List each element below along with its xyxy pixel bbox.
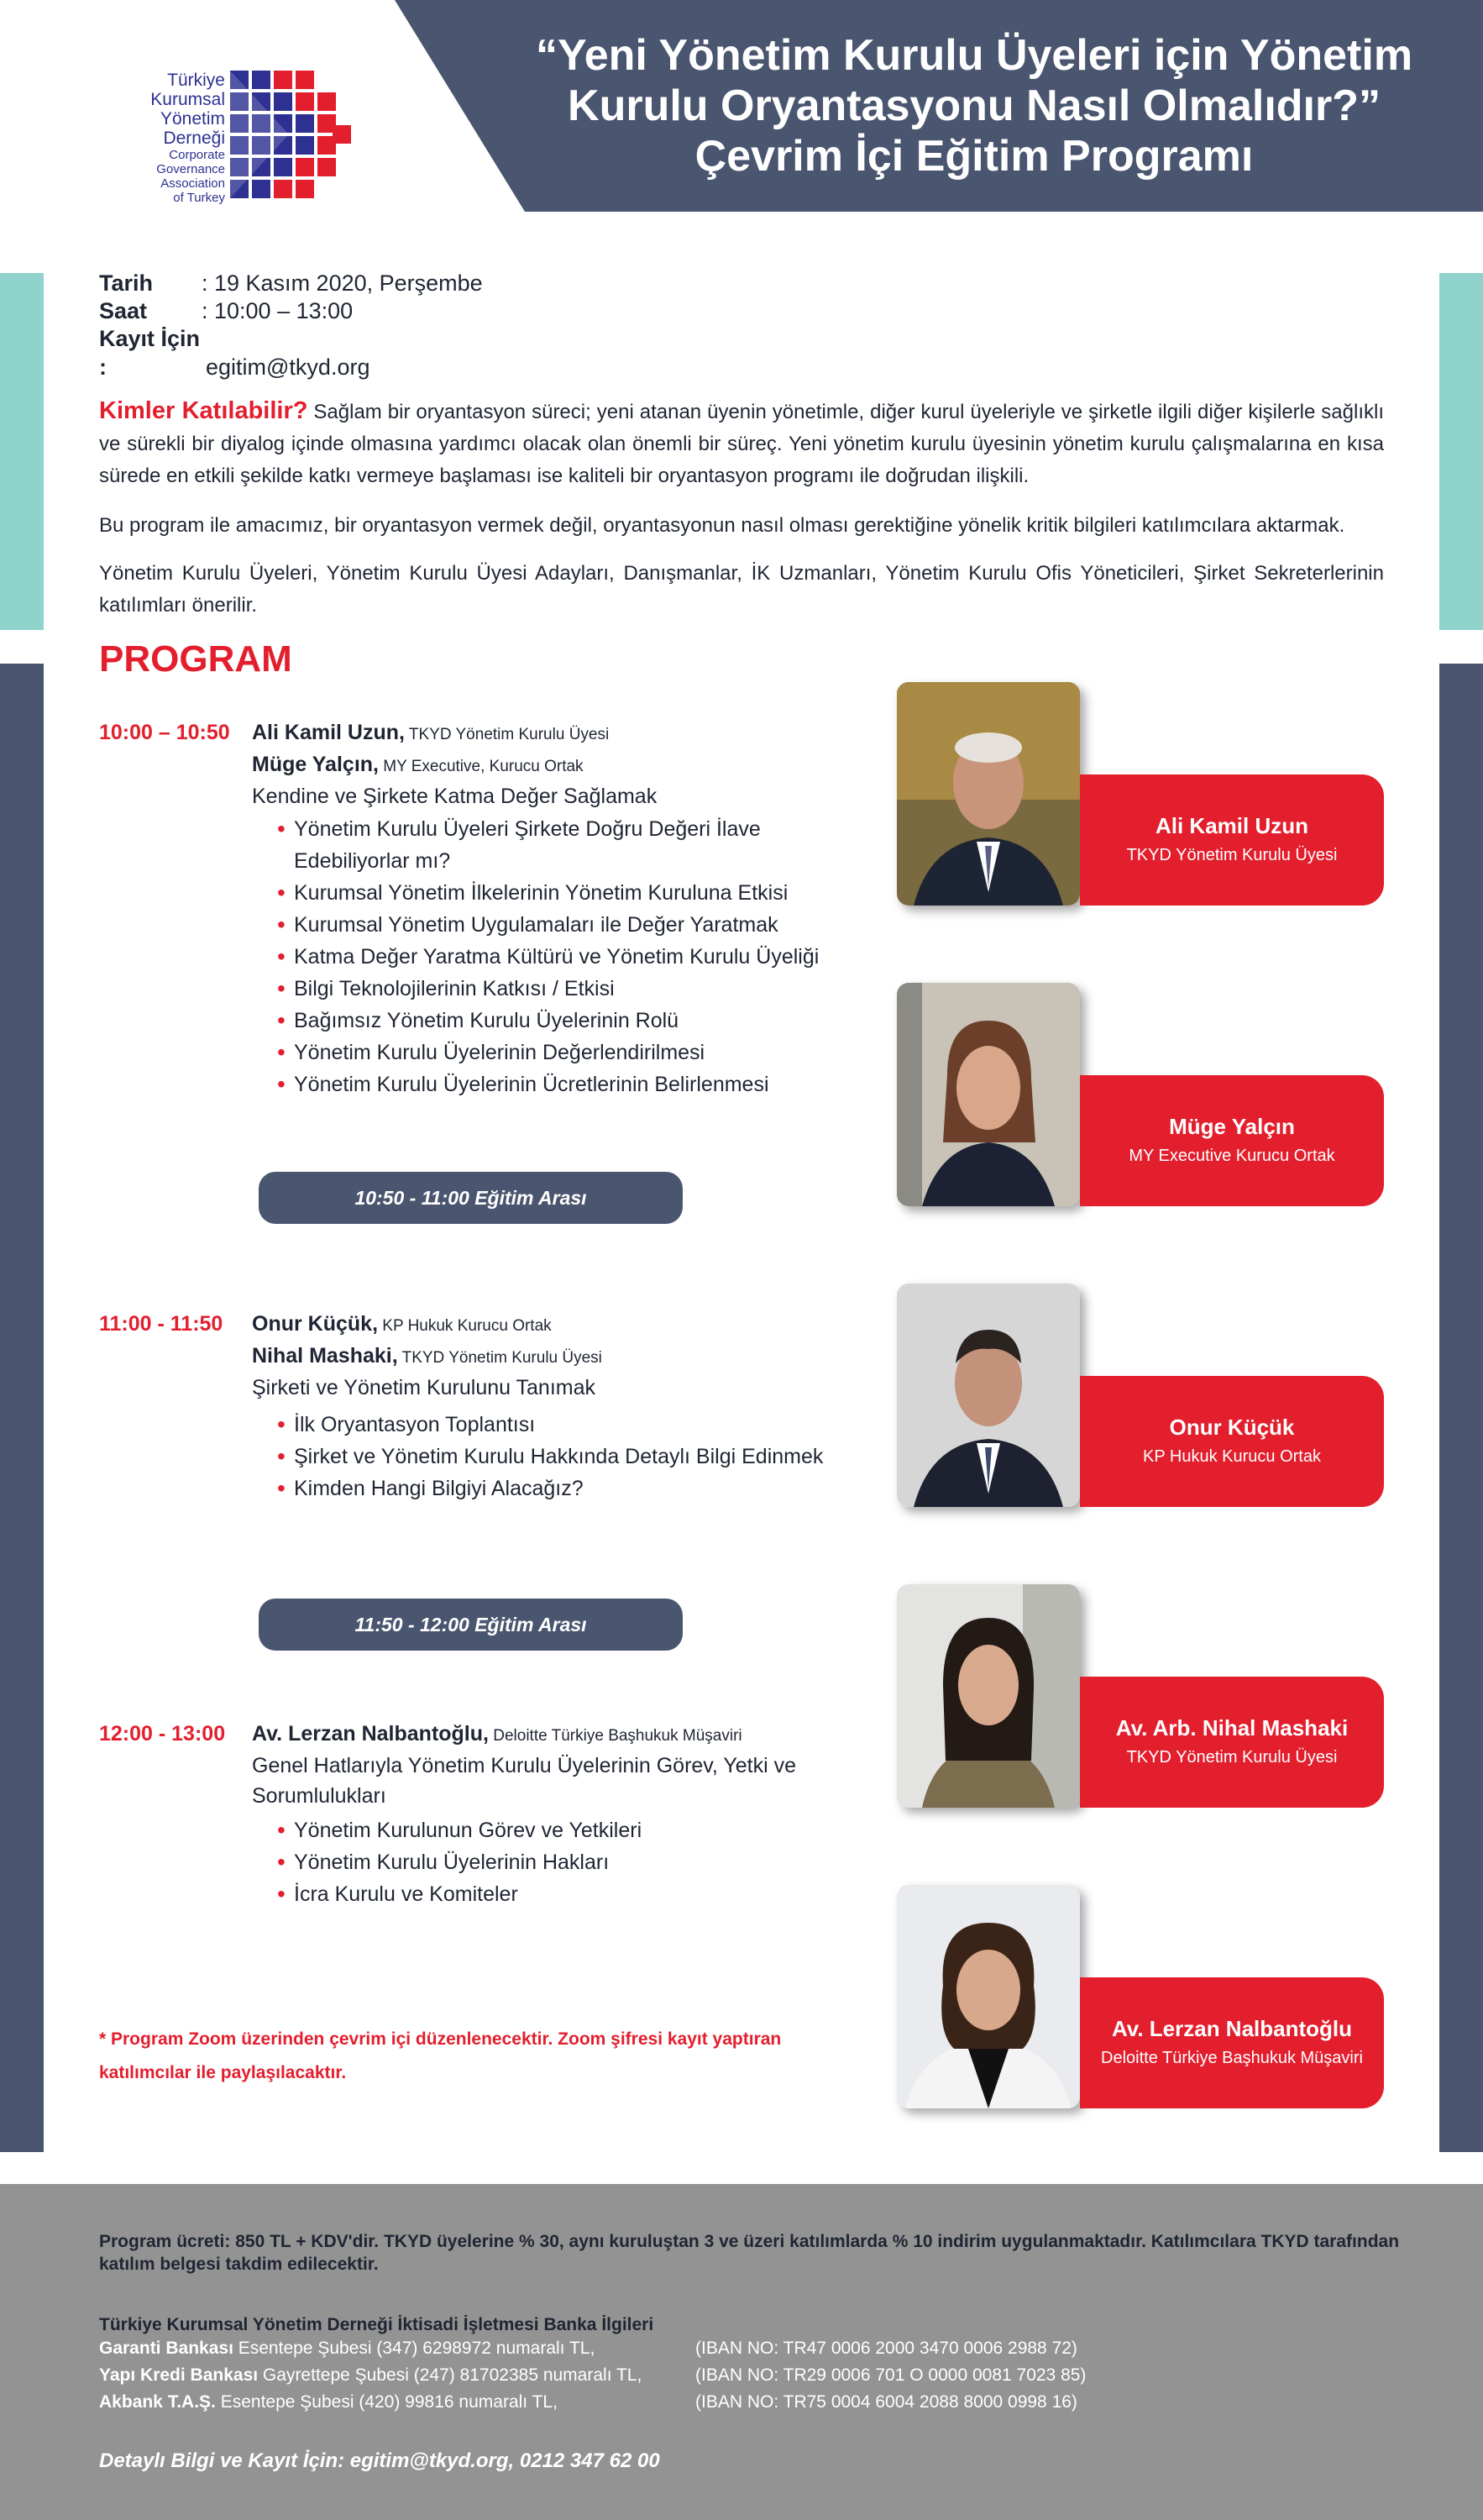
logo-line-en: Governance [156,162,225,176]
session-2-topic: Şirketi ve Yönetim Kurulunu Tanımak [252,1376,596,1399]
session-2-speaker-2 [252,1341,857,1373]
logo-line-en: of Turkey [173,191,225,205]
speaker-photo [897,1885,1080,2108]
title-line-3: Çevrim İçi Eğitim Programı [694,132,1254,181]
speaker-label [1080,1075,1384,1206]
side-bar-navy-right [1439,664,1483,2152]
intro-paragraph-2: Bu program ile amacımız, bir oryantasyon vermek değil, oryantasyonun nasıl olması gerektiğine yönelik kritik bilgileri katılımcılara aktarmak. [99,514,1345,537]
session-3-time: 12:00 - 13:00 [99,1722,226,1746]
bank-row [99,2389,558,2416]
speaker-card-name: Ali Kamil Uzun [1155,813,1308,838]
who-label: Kimler Katılabilir? [99,397,308,424]
list-item: • Kurumsal Yönetim Uygulamaları ile Değer Yaratmak [277,909,857,941]
list-item: • İcra Kurulu ve Komiteler [277,1878,857,1910]
bank-branch: Esentepe Şubesi (420) 99816 numaralı TL, [215,2392,558,2412]
session-2-speaker-1 [252,1309,857,1341]
registration-label: Kayıt İçin : [99,326,201,380]
date-label: Tarih [99,270,154,296]
speaker-photo [897,682,1080,906]
page-title [504,30,1444,181]
bank-row [99,2362,642,2389]
bank-name: Akbank T.A.Ş. [99,2392,216,2412]
bank-row [99,2335,595,2362]
info-date [99,269,603,297]
break-pill-1: 10:50 - 11:00 Eğitim Arası [259,1172,683,1224]
bank-branch: Esentepe Şubesi (347) 6298972 numaralı TL, [233,2339,595,2358]
speaker-card-role: MY Executive Kurucu Ortak [1129,1147,1335,1165]
logo-line: Derneği [163,129,225,148]
side-bar-teal-left [0,273,44,630]
speaker-card-role: TKYD Yönetim Kurulu Üyesi [1126,846,1338,864]
speaker-card-role: Deloitte Türkiye Başhukuk Müşaviri [1101,2049,1363,2067]
session-1-topic: Kendine ve Şirkete Katma Değer Sağlamak [252,785,658,808]
registration-email[interactable]: egitim@tkyd.org [206,354,370,380]
speaker-role: TKYD Yönetim Kurulu Üyesi [397,1349,602,1367]
list-item: • Yönetim Kurulunun Görev ve Yetkileri [277,1814,857,1846]
intro-paragraph-3: Yönetim Kurulu Üyeleri, Yönetim Kurulu Üyesi Adayları, Danışmanlar, İK Uzmanları, Yönetim Kurulu Ofis Yöneticileri, Şirket Sekreterlerinin katılımları önerilir. [99,562,1384,617]
bank-iban: (IBAN NO: TR75 0004 6004 2088 8000 0998 16) [695,2392,1077,2412]
logo-line-en: Association [160,176,225,191]
bank-name: Yapı Kredi Bankası [99,2365,259,2385]
bank-name: Garanti Bankası [99,2339,233,2358]
logo-grid-icon [230,71,351,208]
info-time [99,297,603,325]
logo-text [126,71,225,205]
list-item: • İlk Oryantasyon Toplantısı [277,1409,857,1441]
date-value: : 19 Kasım 2020, Perşembe [202,270,483,296]
session-2-bullets [277,1409,857,1504]
speaker-name: Müge Yalçın, [252,753,379,776]
list-item: • Yönetim Kurulu Üyelerinin Değerlendirilmesi [277,1037,857,1068]
bank-iban: (IBAN NO: TR29 0006 701 O 0000 0081 7023 85) [695,2365,1087,2385]
speaker-card-name: Müge Yalçın [1169,1114,1295,1139]
speaker-name: Nihal Mashaki, [252,1344,398,1368]
speaker-label [1080,1376,1384,1507]
logo-line: Kurumsal [150,90,225,109]
speaker-role: KP Hukuk Kurucu Ortak [378,1317,552,1335]
intro-text-1: Sağlam bir oryantasyon süreci; yeni atanan üyenin yönetimle, diğer kurul üyeleriyle ve şirketle ilgili diğer kişilerle sağlıklı ve sürekli bir diyalog içinde olmasına yardımcı olacak olan önemli bir süreç. Yeni yönetim kurulu üyesinin yönetim kurulu çalışmalarına en kısa sürede en etkili şekilde katkı vermeye başlaması ise kaliteli bir oryantasyon programı ile doğrudan ilişkili. [99,401,1385,487]
list-item: • Katma Değer Yaratma Kültürü ve Yönetim Kurulu Üyeliği [277,941,857,973]
speaker-photo [897,983,1080,1206]
info-registration [99,324,603,381]
program-heading: PROGRAM [99,638,292,680]
logo-line: Türkiye [167,71,225,90]
list-item: • Yönetim Kurulu Üyeleri Şirkete Doğru Değeri İlave Edebiliyorlar mı? [277,813,857,877]
speaker-role: TKYD Yönetim Kurulu Üyesi [404,726,610,743]
bank-iban: (IBAN NO: TR47 0006 2000 3470 0006 2988 72) [695,2339,1077,2358]
session-3-topic: Genel Hatlarıyla Yönetim Kurulu Üyelerinin Görev, Yetki ve Sorumlulukları [252,1754,797,1808]
session-3-speaker-1 [252,1719,857,1751]
speaker-label [1080,1677,1384,1808]
list-item: • Şirket ve Yönetim Kurulu Hakkında Detaylı Bilgi Edinmek [277,1441,857,1473]
speaker-label [1080,1977,1384,2108]
session-1-speaker-2 [252,749,857,782]
intro-paragraph-1 [99,395,1384,492]
session-1-speaker-1 [252,717,857,750]
list-item: • Kimden Hangi Bilgiyi Alacağız? [277,1473,857,1504]
side-bar-navy-left [0,664,44,2152]
list-item: • Bağımsız Yönetim Kurulu Üyelerinin Rolü [277,1005,857,1037]
logo-line: Yönetim [160,109,225,129]
speaker-photo [897,1284,1080,1507]
time-value: : 10:00 – 13:00 [202,298,354,323]
bank-branch: Gayrettepe Şubesi (247) 81702385 numaralı TL, [258,2365,642,2385]
zoom-note: * Program Zoom üzerinden çevrim içi düzenlenecektir. Zoom şifresi kayıt yaptıran katılımcılar ile paylaşılacaktır. [99,2029,782,2082]
title-line-1: “Yeni Yönetim Kurulu Üyeleri için Yönetim [535,31,1413,80]
bank-heading: Türkiye Kurumsal Yönetim Derneği İktisadi İşletmesi Banka İlgileri [99,2315,654,2334]
speaker-card-name: Av. Arb. Nihal Mashaki [1115,1715,1349,1740]
contact-line[interactable]: Detaylı Bilgi ve Kayıt İçin: egitim@tkyd.org, 0212 347 62 00 [99,2449,660,2472]
speaker-name: Ali Kamil Uzun, [252,721,405,744]
speaker-card-role: TKYD Yönetim Kurulu Üyesi [1126,1748,1338,1767]
time-label: Saat [99,298,148,323]
speaker-name: Onur Küçük, [252,1312,379,1336]
side-bar-teal-right [1439,273,1483,630]
list-item: • Kurumsal Yönetim İlkelerinin Yönetim Kuruluna Etkisi [277,877,857,909]
speaker-label [1080,774,1384,906]
speaker-card-name: Av. Lerzan Nalbantoğlu [1111,2016,1353,2041]
session-3-bullets [277,1814,857,1910]
session-1-time: 10:00 – 10:50 [99,721,230,744]
speaker-photo [897,1584,1080,1808]
break-pill-2: 11:50 - 12:00 Eğitim Arası [259,1599,683,1651]
list-item: • Yönetim Kurulu Üyelerinin Hakları [277,1846,857,1878]
speaker-card-role: KP Hukuk Kurucu Ortak [1143,1447,1321,1466]
list-item: • Yönetim Kurulu Üyelerinin Ücretlerinin Belirlenmesi [277,1068,857,1100]
session-1-bullets [277,813,857,1100]
list-item: • Bilgi Teknolojilerinin Katkısı / Etkisi [277,973,857,1005]
speaker-name: Av. Lerzan Nalbantoğlu, [252,1722,489,1746]
title-line-2: Kurulu Oryantasyonu Nasıl Olmalıdır?” [568,81,1381,130]
speaker-card-name: Onur Küçük [1169,1415,1295,1440]
fee-text: Program ücreti: 850 TL + KDV'dir. TKYD üyelerine % 30, aynı kuruluştan 3 ve üzeri katılımlarda % 10 indirim uygulanmaktadır. Katılımcılara TKYD tarafından katılım belgesi takdim edilecektir. [99,2232,1400,2274]
session-2-time: 11:00 - 11:50 [99,1312,223,1336]
speaker-role: MY Executive, Kurucu Ortak [378,758,584,775]
logo-line-en: Corporate [169,148,225,162]
speaker-role: Deloitte Türkiye Başhukuk Müşaviri [488,1727,742,1745]
